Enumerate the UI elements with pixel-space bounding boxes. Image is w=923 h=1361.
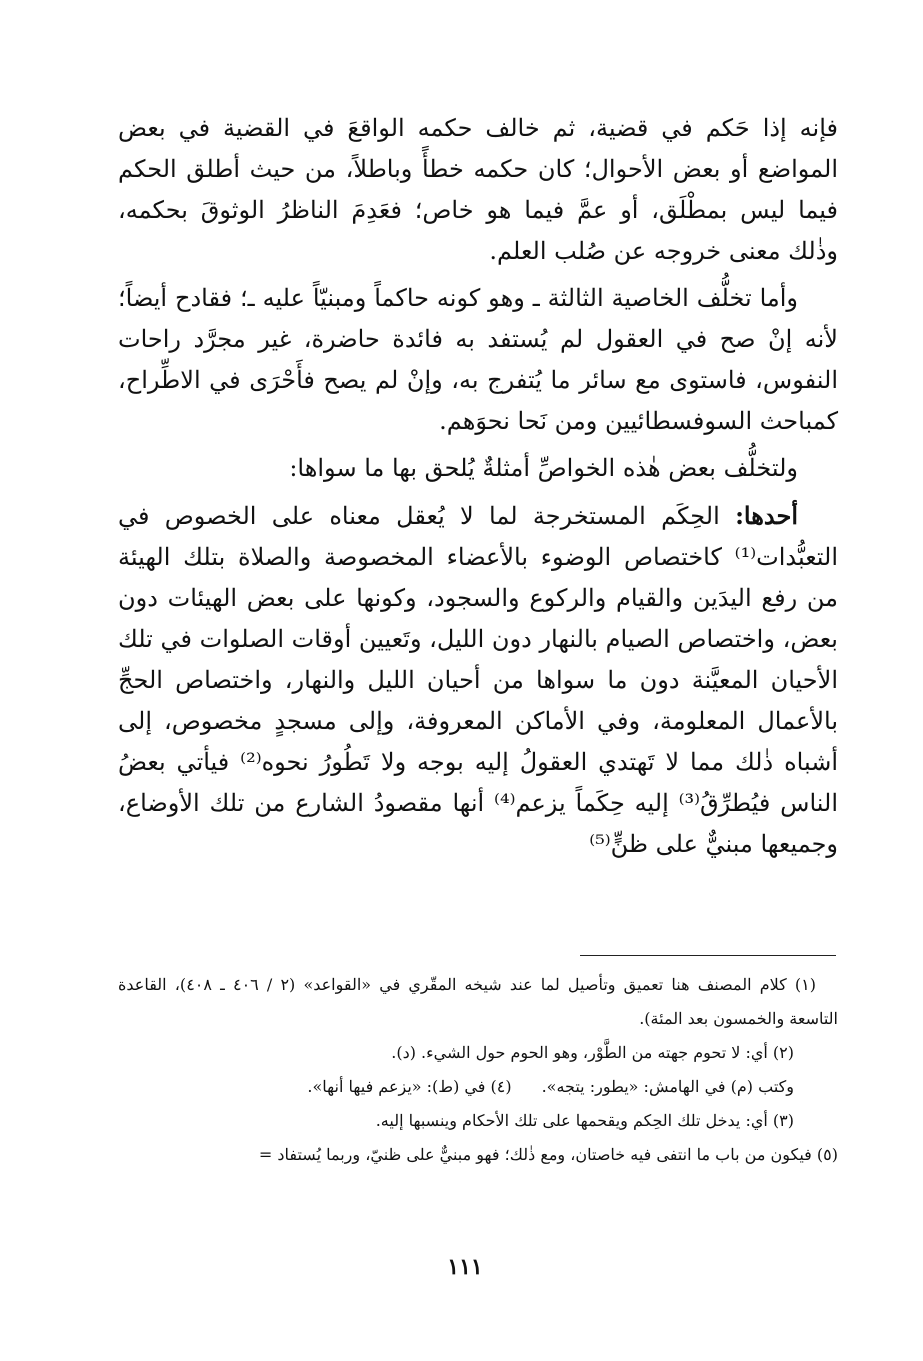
footnote-4: (٤) في (ط): «يزعم فيها أنها». bbox=[307, 1077, 512, 1096]
footnote-3: (٣) أي: يدخل تلك الحِكم ويقحمها على تلك الأحكام وينسبها إليه. bbox=[375, 1111, 794, 1130]
footnote-2: (٢) أي: لا تحوم جهته من الطَّوْر، وهو الحوم حول الشيء. (د). bbox=[391, 1043, 794, 1062]
footnotes bbox=[118, 968, 838, 1172]
footnote-m-note: وكتب (م) في الهامش: «يطور: يتجه». bbox=[541, 1077, 794, 1096]
paragraph-1: فإنه إذا حَكم في قضية، ثم خالف حكمه الواقعَ في القضية في بعض المواضع أو بعض الأحوال؛ كان حكمه خطأً وباطلاً، من حيث أطلق الحكم فيما ليس بمطْلَق، أو عمَّ فيما هو خاص؛ فعَدِمَ الناظرُ الوثوقَ بحكمه، وذٰلك معنى خروجه عن صُلب العلم. bbox=[118, 114, 838, 265]
paragraph-2: وأما تخلُّف الخاصية الثالثة ـ وهو كونه حاكماً ومبنيّاً عليه ـ؛ فقادح أيضاً؛ لأنه إنْ صح في العقول لم يُستفد به فائدة حاضرة، غير مجرَّد راحات النفوس، فاستوى مع سائر ما يُتفرج به، وإنْ لم يصح فأَحْرَى في الاطِّراح، كمباحث السوفسطائيين ومن نَحا نحوَهم. bbox=[118, 284, 838, 435]
footnote-5: (٥) فيكون من باب ما انتفى فيه خاصتان، ومع ذٰلك؛ فهو مبنيٌّ على ظنيّ، وربما يُستفاد = bbox=[258, 1145, 838, 1164]
paragraph-4-text: الحِكَم المستخرجة لما لا يُعقل معناه على الخصوص في التعبُّدات⁽¹⁾ كاختصاص الوضوء بالأعضاء المخصوصة والصلاة بتلك الهيئة من رفع اليدَين والقيام والركوع والسجود، وكونها على بعض الهيئات دون بعض، واختصاص الصيام بالنهار دون الليل، وتَعيين أوقات الصلوات في تلك الأحيان المعيَّنة دون ما سواها من أحيان الليل والنهار، واختصاص الحجِّ بالأعمال المعلومة، وفي الأماكن المعروفة، وإلى مسجدٍ مخصوص، إلى أشباه ذٰلك مما لا تَهتدي العقولُ إليه بوجه ولا تَطُورُ نحوه⁽²⁾ فيأتي بعضُ الناس فيُطرِّقُ⁽³⁾ إليه حِكَماً يزعم⁽⁴⁾ أنها مقصودُ الشارع من تلك الأوضاع، وجميعها مبنيٌّ على ظنٍّ⁽⁵⁾ bbox=[118, 502, 839, 858]
paragraph-4 bbox=[118, 495, 838, 865]
paragraph-3: ولتخلُّف بعض هٰذه الخواصِّ أمثلةٌ يُلحق بها ما سواها: bbox=[289, 454, 798, 482]
paragraph-4-lead: أحدها: bbox=[735, 501, 798, 530]
page-number: ١١١ bbox=[447, 1254, 483, 1280]
footnote-1: (١) كلام المصنف هنا تعميق وتأصيل لما عند شيخه المقّري في «القواعد» (٢ / ٤٠٦ ـ ٤٠٨)، القاعدة التاسعة والخمسون بعد المئة). bbox=[118, 975, 838, 1028]
main-text bbox=[118, 108, 838, 865]
footnote-row-m-4 bbox=[118, 1070, 838, 1104]
footnote-divider bbox=[580, 955, 836, 956]
